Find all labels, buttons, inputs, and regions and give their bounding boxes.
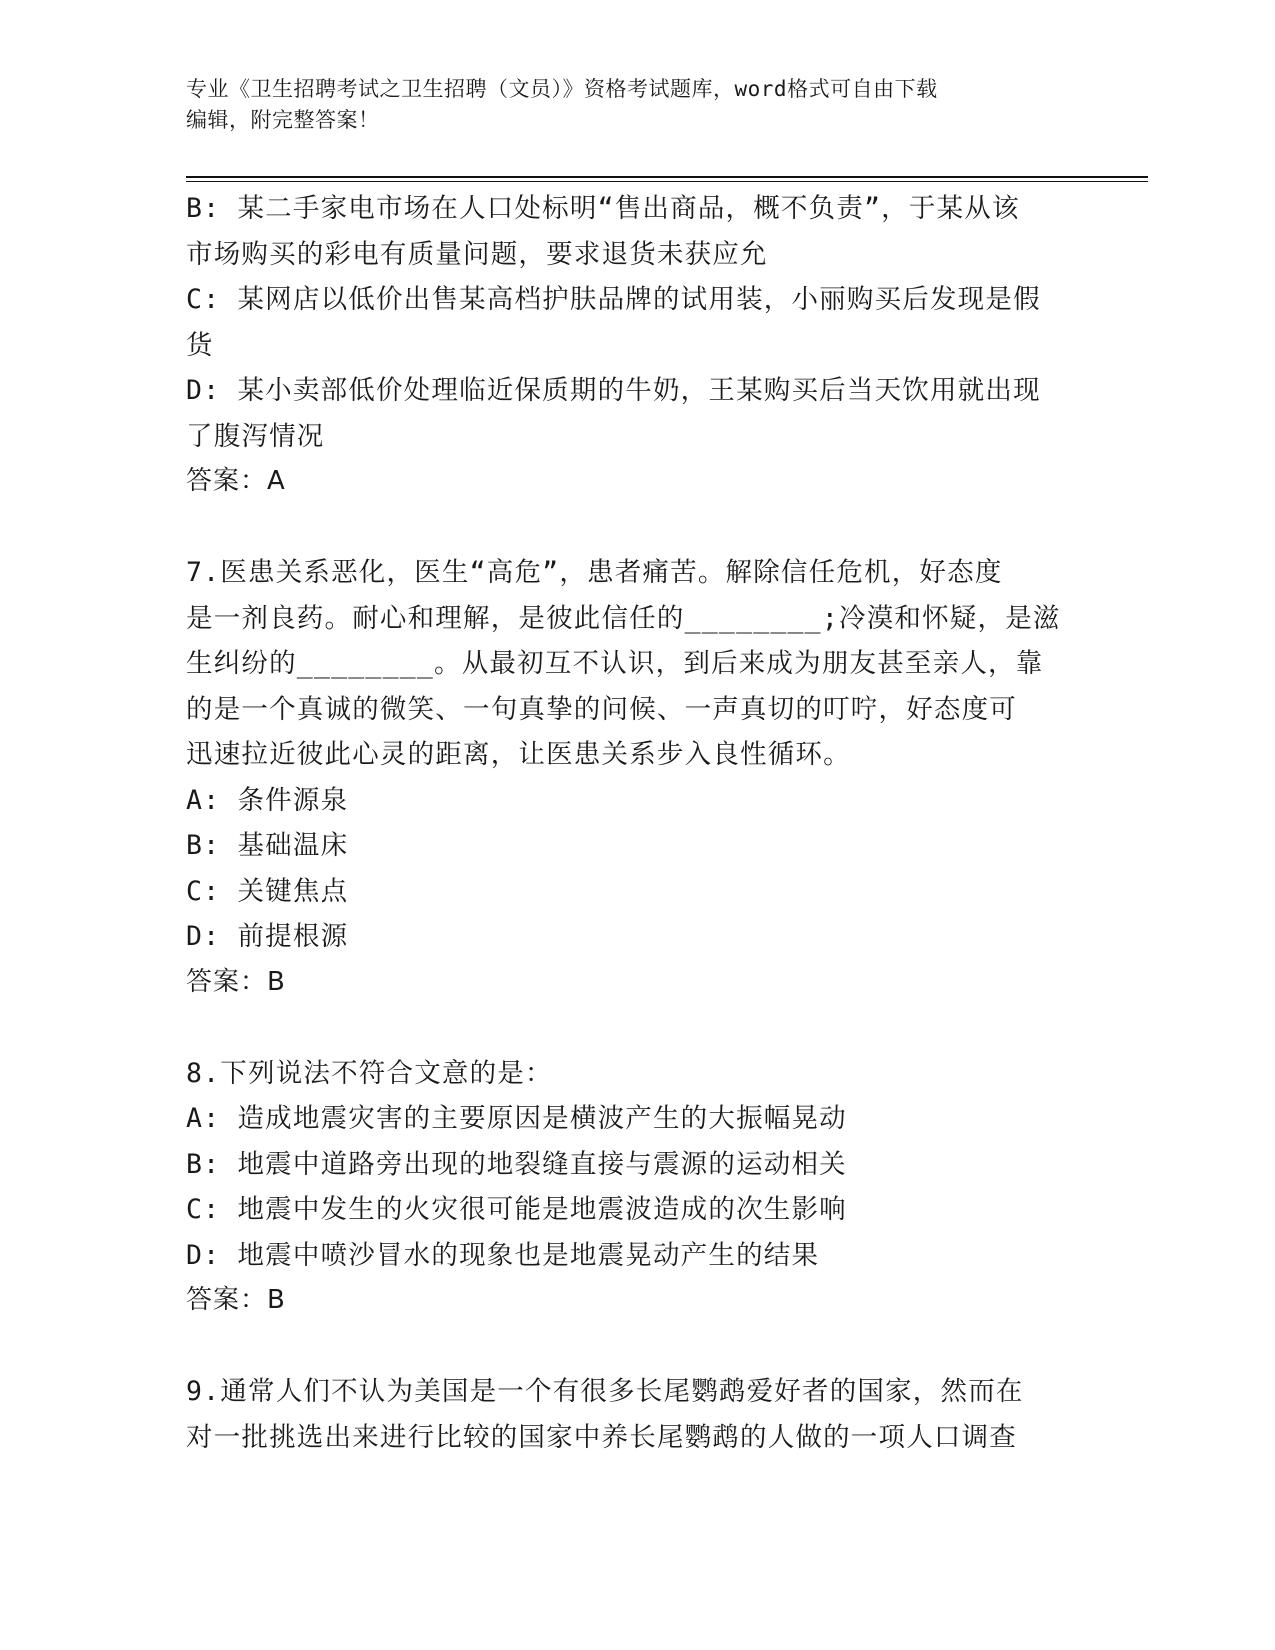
q7-stem-line-2: 是一剂良药。耐心和理解，是彼此信任的________;冷漠和怀疑，是滋 [186, 602, 1061, 634]
spacer [186, 1324, 1066, 1370]
q8-option-d: D: 地震中喷沙冒水的现象也是地震晃动产生的结果 [186, 1239, 820, 1271]
question-8 [186, 1051, 1066, 1324]
q8-option-b: B: 地震中道路旁出现的地裂缝直接与震源的运动相关 [186, 1148, 847, 1180]
q6-answer: 答案：A [186, 466, 286, 496]
spacer [186, 1005, 1066, 1051]
document-header [186, 74, 1066, 136]
question-6 [186, 186, 1066, 505]
q7-option-c: C: 关键焦点 [186, 875, 349, 907]
q6-option-b-line-2: 市场购买的彩电有质量问题，要求退货未获应允 [186, 238, 768, 270]
question-content [186, 186, 1066, 1460]
q7-answer: 答案：B [186, 966, 286, 997]
q8-option-a: A: 造成地震灾害的主要原因是横波产生的大振幅晃动 [186, 1103, 847, 1134]
q7-stem-line-4: 的是一个真诚的微笑、一句真挚的问候、一声真切的叮咛，好态度可 [186, 693, 1017, 725]
q6-option-c-line-1: C: 某网店以低价出售某高档护肤品牌的试用装，小丽购买后发现是假 [186, 284, 1041, 315]
q6-option-d-line-1: D: 某小卖部低价处理临近保质期的牛奶，王某购买后当天饮用就出现 [186, 375, 1041, 406]
q8-stem: 8.下列说法不符合文意的是： [186, 1057, 553, 1089]
header-divider-thin [186, 181, 1148, 182]
q7-stem-line-3: 生纠纷的________。从最初互不认识，到后来成为朋友甚至亲人，靠 [186, 648, 1044, 679]
header-line-1: 专业《卫生招聘考试之卫生招聘（文员）》资格考试题库，word格式可自由下载 [186, 77, 938, 101]
header-divider-thick [186, 176, 1148, 178]
q6-option-d-line-2: 了腹泻情况 [186, 420, 325, 452]
question-9 [186, 1369, 1066, 1460]
q9-stem-line-2: 对一批挑选出来进行比较的国家中养长尾鹦鹉的人做的一项人口调查 [186, 1421, 1017, 1453]
header-line-2: 编辑，附完整答案！ [186, 108, 380, 132]
q6-option-b-line-1: B: 某二手家电市场在人口处标明“售出商品，概不负责”，于某从该 [186, 193, 1020, 224]
q7-stem-line-5: 迅速拉近彼此心灵的距离，让医患关系步入良性循环。 [186, 739, 851, 770]
q9-stem-line-1: 9.通常人们不认为美国是一个有很多长尾鹦鹉爱好者的国家，然而在 [186, 1376, 1024, 1407]
q7-option-a: A: 条件源泉 [186, 784, 349, 816]
q6-option-c-line-2: 货 [186, 329, 214, 361]
q7-option-b: B: 基础温床 [186, 830, 349, 861]
q7-stem-line-1: 7.医患关系恶化，医生“高危”，患者痛苦。解除信任危机，好态度 [186, 557, 1003, 588]
q7-option-d: D: 前提根源 [186, 921, 349, 952]
question-7 [186, 550, 1066, 1005]
q8-option-c: C: 地震中发生的火灾很可能是地震波造成的次生影响 [186, 1194, 847, 1225]
q8-answer: 答案：B [186, 1285, 286, 1315]
spacer [186, 505, 1066, 551]
